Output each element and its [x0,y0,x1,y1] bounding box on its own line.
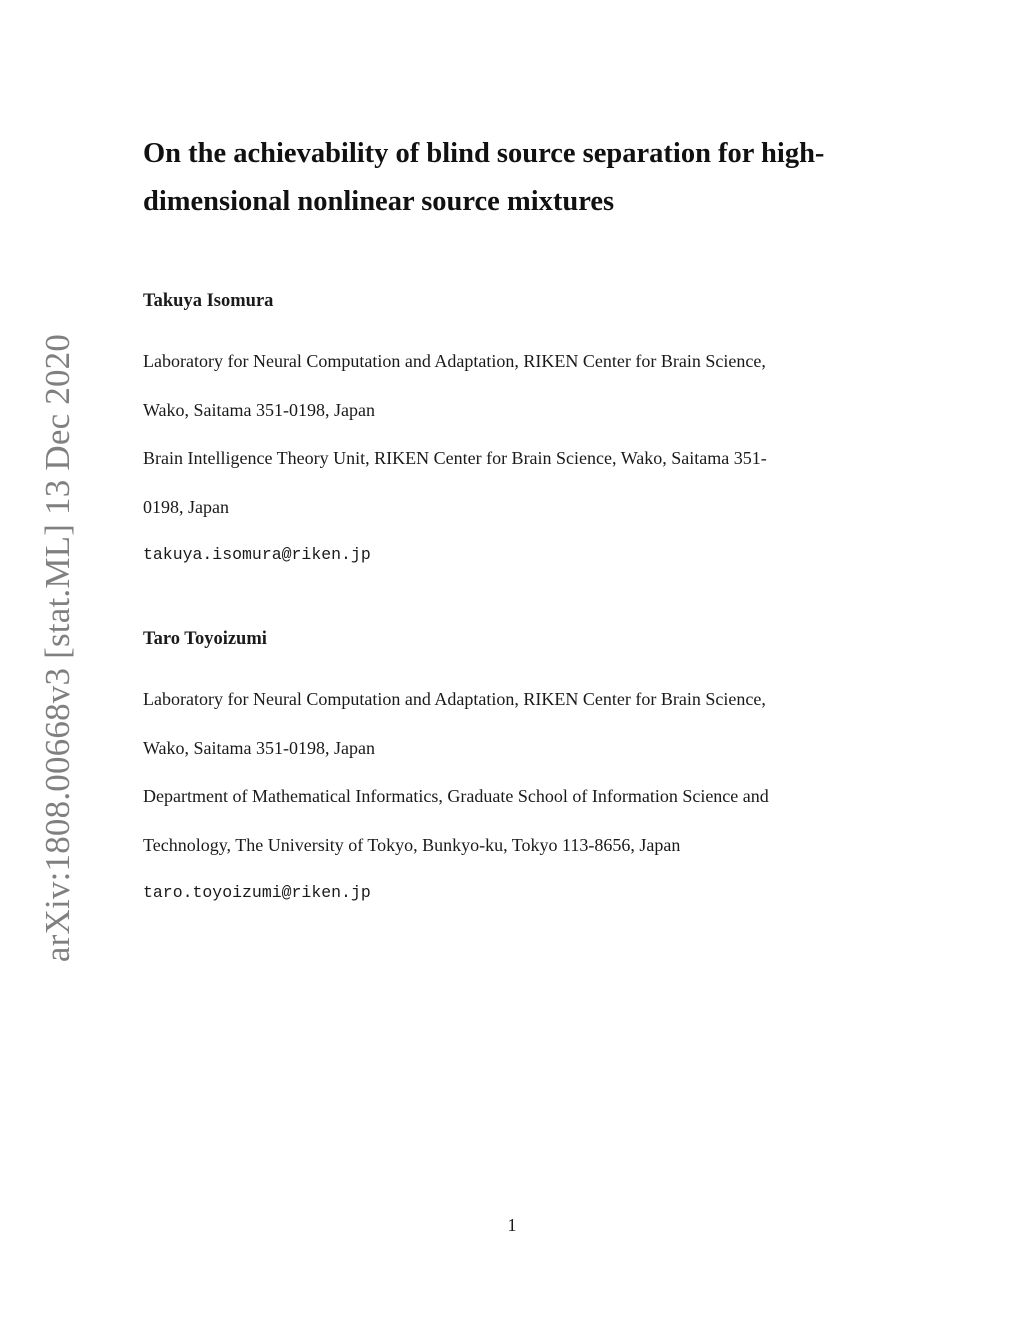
author-email[interactable]: taro.toyoizumi@riken.jp [143,883,371,902]
affiliation-line: 0198, Japan [143,496,229,517]
affiliation-line: Technology, The University of Tokyo, Bunkyo-ku, Tokyo 113-8656, Japan [143,834,681,855]
author-block-1 [143,289,903,579]
affiliation-line: Laboratory for Neural Computation and Adaptation, RIKEN Center for Brain Science, [143,689,766,709]
page-number: 1 [507,1215,517,1235]
affiliation-line: Brain Intelligence Theory Unit, RIKEN Center for Brain Science, Wako, Saitama 351- [143,448,767,468]
author-email[interactable]: takuya.isomura@riken.jp [143,545,371,564]
affiliation-line: Laboratory for Neural Computation and Adaptation, RIKEN Center for Brain Science, [143,351,766,371]
title-line-2: dimensional nonlinear source mixtures [143,186,615,217]
author-name: Taro Toyoizumi [143,629,267,649]
arxiv-identifier-stamp: arXiv:1808.00668v3 [stat.ML] 13 Dec 2020 [38,333,77,963]
author-block-2 [143,627,903,917]
affiliation-line: Wako, Saitama 351-0198, Japan [143,399,375,420]
title-line-1: On the achievability of blind source separation for high- [143,138,825,169]
paper-title [143,130,893,226]
author-name: Takuya Isomura [143,291,274,311]
affiliation-line: Department of Mathematical Informatics, Graduate School of Information Science and [143,786,769,806]
affiliation-line: Wako, Saitama 351-0198, Japan [143,737,375,758]
